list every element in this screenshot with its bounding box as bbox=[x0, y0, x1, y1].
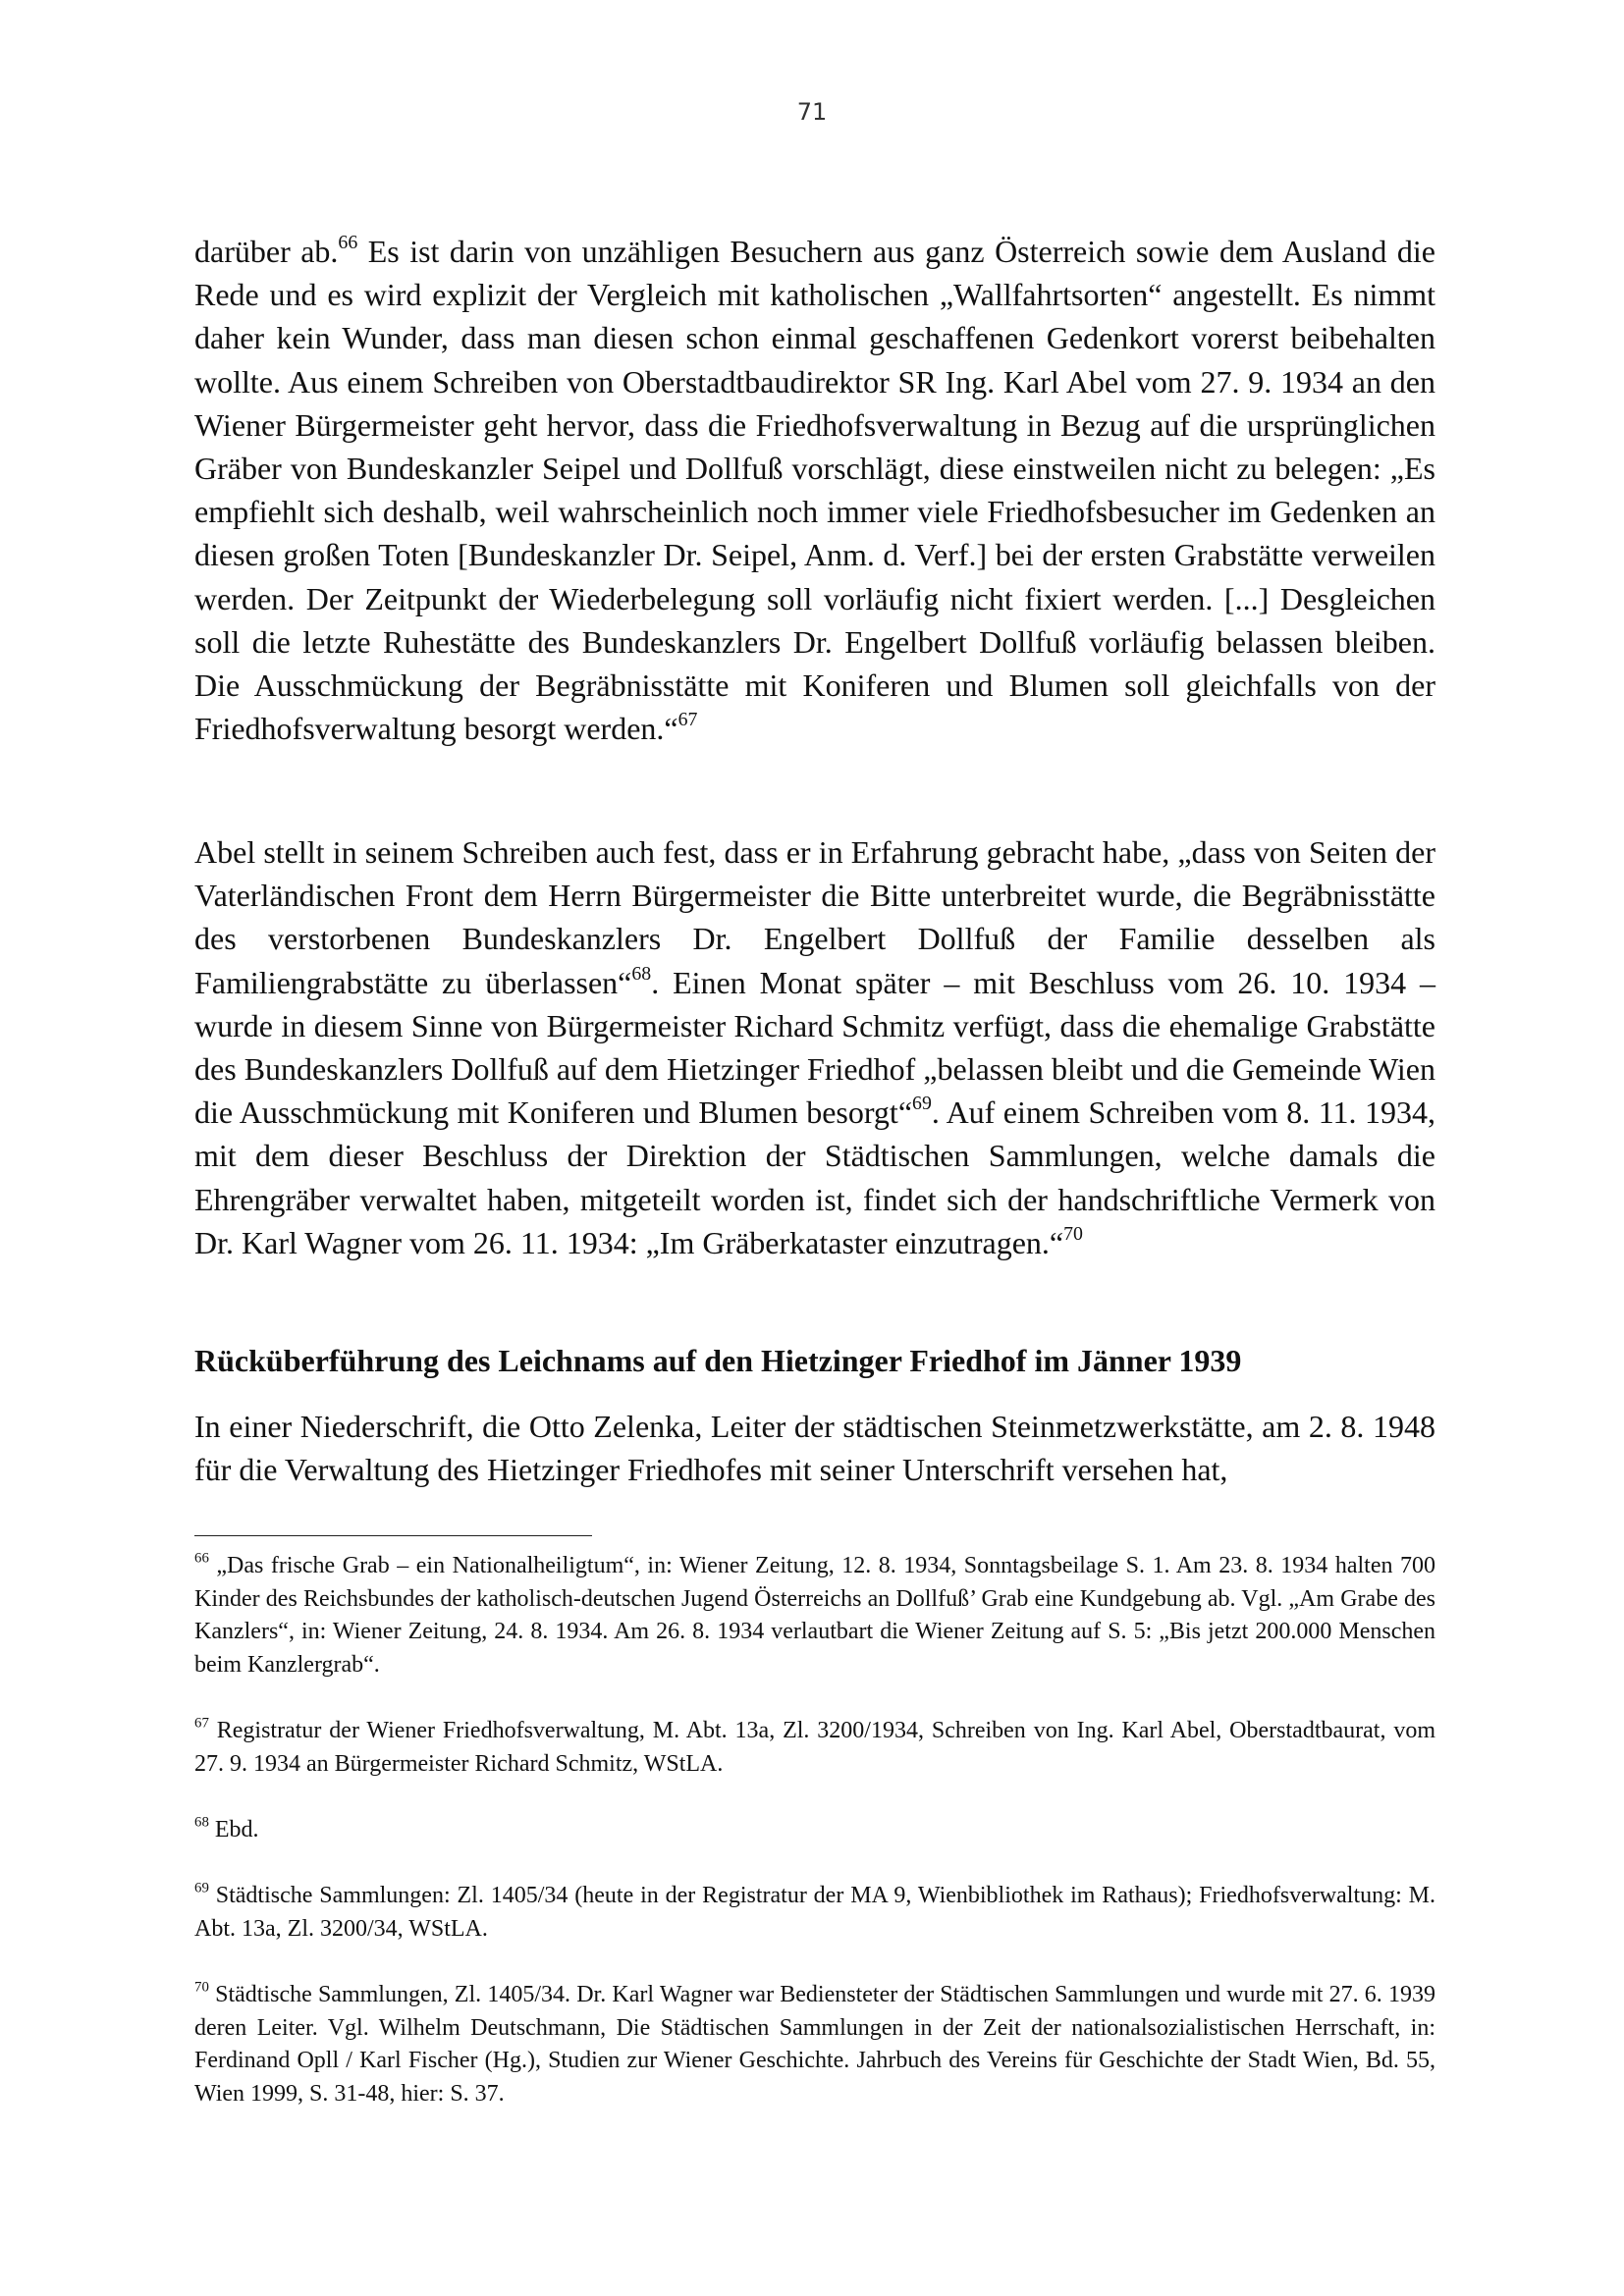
footnote-ref-66[interactable]: 66 bbox=[338, 232, 358, 254]
footnote-text: Städtische Sammlungen: Zl. 1405/34 (heute in der Registratur der MA 9, Wienbibliothek im Rathaus); Friedhofsverwaltung: M. Abt. 13a, Zl. 3200/34, WStLA. bbox=[194, 1883, 1436, 1942]
paragraph-text: Abel stellt in seinem Schreiben auch fest, dass er in Erfahrung gebracht habe, „dass von Seiten der Vaterländischen Front dem Herrn Bürgermeister die Bitte unterbreitet wurde, die Begräbnisstätte des verstorbenen Bundeskanzlers Dr. Engelbert Dollfuß der Familie desselben als Familiengrabstätte zu überlassen“ bbox=[194, 834, 1435, 1000]
footnote-66 bbox=[194, 1550, 1435, 1682]
paragraph-text: . Auf einem Schreiben vom 8. 11. 1934, mit dem dieser Beschluss der Direktion der Städtischen Sammlungen, welche damals die Ehrengräber verwaltet haben, mitgeteilt worden ist, findet sich der handschriftliche Vermerk von Dr. Karl Wagner vom 26. 11. 1934: „Im Gräberkataster einzutragen.“ bbox=[194, 1095, 1436, 1260]
footnote-text: Ebd. bbox=[214, 1817, 259, 1842]
footnote-69 bbox=[194, 1880, 1435, 1946]
footnote-67 bbox=[194, 1715, 1435, 1781]
footnote-text: Registratur der Wiener Friedhofsverwaltung, M. Abt. 13a, Zl. 3200/1934, Schreiben von Ing. Karl Abel, Oberstadtbaurat, vom 27. 9. 1934 an Bürgermeister Richard Schmitz, WStLA. bbox=[194, 1718, 1436, 1777]
footnote-70 bbox=[194, 1979, 1435, 2110]
footnote-ref-69[interactable]: 69 bbox=[912, 1093, 932, 1115]
footnote-number: 70 bbox=[194, 1979, 209, 1996]
body-paragraph-2 bbox=[194, 830, 1435, 1264]
paragraph-text: . Einen Monat später – mit Beschluss vom 26. 10. 1934 – wurde in diesem Sinne von Bürgermeister Richard Schmitz verfügt, dass die ehemalige Grabstätte des Bundeskanzlers Dollfuß auf dem Hietzinger Friedhof „belassen bleibt und die Gemeinde Wien die Ausschmückung mit Koniferen und Blumen besorgt“ bbox=[194, 964, 1436, 1131]
footnote-number: 67 bbox=[194, 1715, 209, 1732]
paragraph-text: In einer Niederschrift, die Otto Zelenka, Leiter der städtischen Steinmetzwerkstätte, am 2. 8. 1948 für die Verwaltung des Hietzinger Friedhofes mit seiner Unterschrift versehen hat, bbox=[194, 1409, 1435, 1488]
footnote-ref-70[interactable]: 70 bbox=[1063, 1222, 1083, 1245]
body-paragraph-1 bbox=[194, 230, 1435, 750]
footnote-number: 69 bbox=[194, 1880, 209, 1896]
footnote-text: Städtische Sammlungen, Zl. 1405/34. Dr. Karl Wagner war Bediensteter der Städtischen Sammlungen und wurde mit 27. 6. 1939 deren Leiter. Vgl. Wilhelm Deutschmann, Die Städtischen Sammlungen in der Zeit der nationalsozialistischen Herrschaft, in: Ferdinand Opll / Karl Fischer (Hg.), Studien zur Wiener Geschichte. Jahrbuch des Vereins für Geschichte der Stadt Wien, Bd. 55, Wien 1999, S. 31-48, hier: S. 37. bbox=[194, 1982, 1436, 2107]
paragraph-text: darüber ab. bbox=[194, 234, 339, 269]
footnote-ref-68[interactable]: 68 bbox=[631, 962, 652, 985]
footnote-ref-67[interactable]: 67 bbox=[677, 709, 698, 731]
footnote-text: „Das frische Grab – ein Nationalheiligtum“, in: Wiener Zeitung, 12. 8. 1934, Sonntagsbeilage S. 1. Am 23. 8. 1934 halten 700 Kinder des Reichsbundes der katholisch-deutschen Jugend Österreichs an Dollfuß’ Grab eine Kundgebung ab. Vgl. „Am Grabe des Kanzlers“, in: Wiener Zeitung, 24. 8. 1934. Am 26. 8. 1934 verlautbart die Wiener Zeitung auf S. 5: „Bis jetzt 200.000 Menschen beim Kanzlergrab“. bbox=[194, 1553, 1435, 1678]
page-number: 71 bbox=[796, 98, 828, 126]
footnote-number: 66 bbox=[194, 1550, 209, 1567]
section-heading: Rücküberführung des Leichnams auf den Hietzinger Friedhof im Jänner 1939 bbox=[194, 1343, 1242, 1378]
footnote-separator bbox=[194, 1535, 592, 1536]
paragraph-text: Es ist darin von unzähligen Besuchern aus ganz Österreich sowie dem Ausland die Rede und es wird explizit der Vergleich mit katholischen „Wallfahrtsorten“ angestellt. Es nimmt daher kein Wunder, dass man diesen schon einmal geschaffenen Gedenkort vorerst beibehalten wollte. Aus einem Schreiben von Oberstadtbaudirektor SR Ing. Karl Abel vom 27. 9. 1934 an den Wiener Bürgermeister geht hervor, dass die Friedhofsverwaltung in Bezug auf die ursprünglichen Gräber von Bundeskanzler Seipel und Dollfuß vorschlägt, diese einstweilen nicht zu belegen: „Es empfiehlt sich deshalb, weil wahrscheinlich noch immer viele Friedhofsbesucher im Gedenken an diesen großen Toten [Bundeskanzler Dr. Seipel, Anm. d. Verf.] bei der ersten Grabstätte verweilen werden. Der Zeitpunkt der Wiederbelegung soll vorläufig nicht fixiert werden. [...] Desgleichen soll die letzte Ruhestätte des Bundeskanzlers Dr. Engelbert Dollfuß vorläufig belassen bleiben. Die Ausschmückung der Begräbnisstätte mit Koniferen und Blumen soll gleichfalls von der Friedhofsverwaltung besorgt werden.“ bbox=[194, 234, 1436, 747]
footnote-number: 68 bbox=[194, 1814, 209, 1831]
body-paragraph-3 bbox=[194, 1405, 1435, 1491]
footnote-68 bbox=[194, 1814, 1435, 1847]
